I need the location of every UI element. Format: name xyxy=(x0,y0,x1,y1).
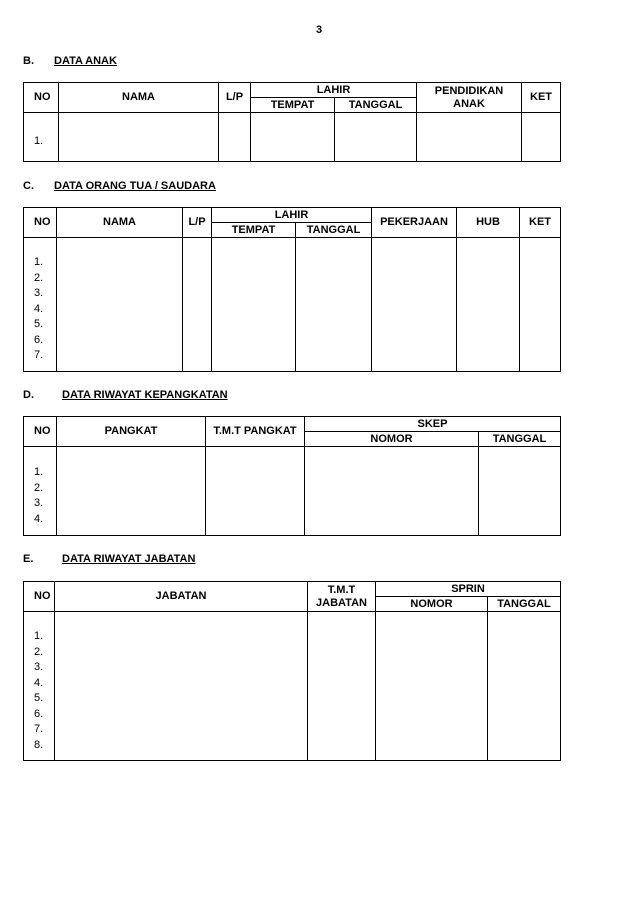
col-header-pendidikan: PENDIDIKAN ANAK xyxy=(417,83,522,113)
cell-no xyxy=(24,612,55,761)
section-e-letter: E. xyxy=(23,553,34,565)
cell-ket[interactable] xyxy=(520,238,561,372)
col-header-lahir: LAHIR xyxy=(251,83,417,98)
cell-tanggal[interactable] xyxy=(488,612,561,761)
page-number: 3 xyxy=(315,24,323,36)
section-d-heading xyxy=(23,389,228,401)
section-b-letter: B. xyxy=(23,55,34,67)
cell-jabatan[interactable] xyxy=(55,612,308,761)
row-number: 3. xyxy=(34,497,44,509)
cell-nomor[interactable] xyxy=(376,612,488,761)
section-e-title: DATA RIWAYAT JABATAN xyxy=(62,553,196,565)
row-number: 3. xyxy=(34,661,44,673)
row-number: 4. xyxy=(34,676,44,689)
cell-lp[interactable] xyxy=(183,238,212,372)
row-number: 2. xyxy=(34,481,44,494)
row-number: 1. xyxy=(34,256,44,269)
col-header-no: NO xyxy=(24,417,57,447)
tmt-line-2: JABATAN xyxy=(316,596,367,609)
cell-pendidikan[interactable] xyxy=(417,113,522,162)
col-header-tanggal: TANGGAL xyxy=(296,223,372,238)
cell-tmt-pangkat[interactable] xyxy=(206,447,305,536)
col-header-hub: HUB xyxy=(457,208,520,238)
section-d-title: DATA RIWAYAT KEPANGKATAN xyxy=(62,389,228,401)
col-header-tanggal: TANGGAL xyxy=(335,98,417,113)
cell-tempat[interactable] xyxy=(251,113,335,162)
cell-ket[interactable] xyxy=(522,113,561,162)
cell-hub[interactable] xyxy=(457,238,520,372)
row-number-list xyxy=(24,124,58,150)
row-number: 6. xyxy=(34,333,44,346)
row-number: 1. xyxy=(34,135,44,148)
col-header-sprin: SPRIN xyxy=(376,582,561,597)
row-number: 8. xyxy=(34,738,44,751)
cell-nama[interactable] xyxy=(57,238,183,372)
section-b-heading xyxy=(23,55,117,67)
table-data-orang-tua-saudara xyxy=(23,207,561,372)
col-header-tempat: TEMPAT xyxy=(251,98,335,113)
col-header-tmt-pangkat: T.M.T PANGKAT xyxy=(206,417,305,447)
col-header-tmt-jabatan xyxy=(308,582,376,612)
col-header-no: NO xyxy=(24,83,59,113)
col-header-tanggal: TANGGAL xyxy=(488,597,561,612)
col-header-tanggal: TANGGAL xyxy=(479,432,561,447)
cell-tempat[interactable] xyxy=(212,238,296,372)
cell-pangkat[interactable] xyxy=(57,447,206,536)
section-c-letter: C. xyxy=(23,180,34,192)
col-header-lp: L/P xyxy=(183,208,212,238)
cell-no xyxy=(24,238,57,372)
section-d-letter: D. xyxy=(23,389,34,401)
col-header-pekerjaan: PEKERJAAN xyxy=(372,208,457,238)
col-header-nomor: NOMOR xyxy=(376,597,488,612)
col-header-tempat: TEMPAT xyxy=(212,223,296,238)
cell-no xyxy=(24,113,59,162)
col-header-jabatan: JABATAN xyxy=(55,582,308,612)
cell-pekerjaan[interactable] xyxy=(372,238,457,372)
section-b-title: DATA ANAK xyxy=(54,55,117,67)
section-e-heading xyxy=(23,553,196,565)
col-header-no: NO xyxy=(24,208,57,238)
cell-tanggal[interactable] xyxy=(479,447,561,536)
col-header-nama: NAMA xyxy=(59,83,219,113)
cell-tanggal[interactable] xyxy=(335,113,417,162)
cell-tmt-jabatan[interactable] xyxy=(308,612,376,761)
row-number: 5. xyxy=(34,692,44,704)
cell-lp[interactable] xyxy=(219,113,251,162)
col-header-lahir: LAHIR xyxy=(212,208,372,223)
table-riwayat-jabatan xyxy=(23,581,561,761)
col-header-skep: SKEP xyxy=(305,417,561,432)
table-riwayat-kepangkatan xyxy=(23,416,561,536)
col-header-nama: NAMA xyxy=(57,208,183,238)
section-c-heading xyxy=(23,180,216,192)
row-number: 2. xyxy=(34,645,44,658)
row-number: 1. xyxy=(34,630,44,642)
tmt-line-1: T.M.T xyxy=(327,583,356,596)
row-number: 6. xyxy=(34,707,44,720)
row-number-list xyxy=(24,619,54,753)
row-number: 1. xyxy=(34,466,44,478)
row-number-list xyxy=(24,245,56,364)
table-data-anak xyxy=(23,82,561,162)
cell-nama[interactable] xyxy=(59,113,219,162)
cell-tanggal[interactable] xyxy=(296,238,372,372)
col-header-ket: KET xyxy=(522,83,561,113)
row-number-list xyxy=(24,455,56,527)
row-number: 2. xyxy=(34,271,44,284)
row-number: 7. xyxy=(34,349,44,362)
col-header-ket: KET xyxy=(520,208,561,238)
col-header-lp: L/P xyxy=(219,83,251,113)
row-number: 4. xyxy=(34,302,44,315)
col-header-pangkat: PANGKAT xyxy=(57,417,206,447)
cell-no xyxy=(24,447,57,536)
row-number: 5. xyxy=(34,318,44,331)
row-number: 7. xyxy=(34,723,44,735)
section-c-title: DATA ORANG TUA / SAUDARA xyxy=(54,180,216,192)
row-number: 3. xyxy=(34,287,44,300)
cell-nomor[interactable] xyxy=(305,447,479,536)
col-header-nomor: NOMOR xyxy=(305,432,479,447)
row-number: 4. xyxy=(34,512,44,525)
col-header-no: NO xyxy=(24,582,55,612)
